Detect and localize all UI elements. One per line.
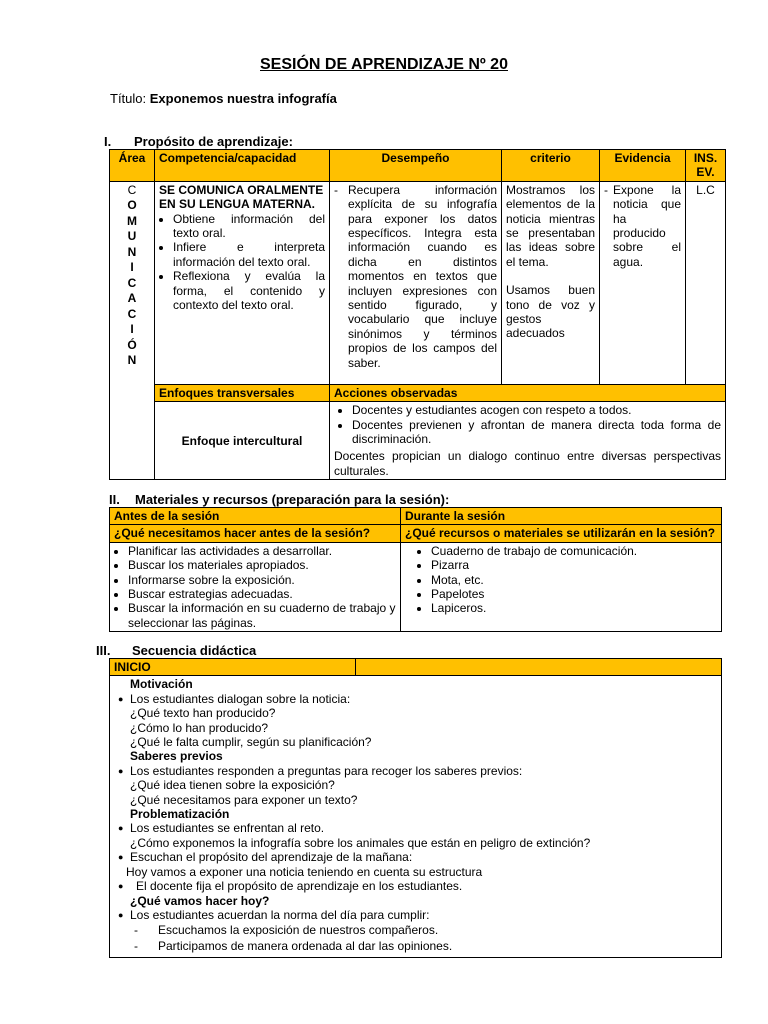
durante-item: • Lapiceros. xyxy=(431,601,717,615)
desempeno-cell: - Recupera información explícita de su infografía para exponer los datos específicos. Integra esta información cuando es dicha en distintos momentos en textos que incluyen expresiones con sentido figurado, y vocabulario que incluye sinónimos y términos propios de los campos del saber. xyxy=(330,181,502,384)
area-letter: I xyxy=(130,260,134,275)
antes-item: • Planificar las actividades a desarrollar. xyxy=(128,544,396,558)
section-1-number: I. xyxy=(104,134,112,149)
sequence-dash-item: - Escuchamos la exposición de nuestros compañeros. xyxy=(134,923,439,938)
capacidad-item: • Reflexiona y evalúa la forma, el contenido y contexto del texto oral. xyxy=(173,269,325,312)
sequence-table xyxy=(109,658,722,958)
acciones-header: Acciones observadas xyxy=(330,384,726,401)
materials-table xyxy=(109,507,722,632)
sequence-bullet: ● Los estudiantes responden a preguntas para recoger los saberes previos: xyxy=(114,764,717,778)
antes-question: ¿Qué necesitamos hacer antes de la sesión? xyxy=(110,525,401,542)
sequence-line: ¿Qué necesitamos para exponer un texto? xyxy=(130,792,358,807)
durante-list-cell xyxy=(401,542,722,631)
que-vamos-heading: ¿Qué vamos hacer hoy? xyxy=(130,893,270,908)
area-letter: U xyxy=(127,229,137,244)
area-letter: C xyxy=(127,306,137,321)
ins-ev-cell: L.C xyxy=(686,181,726,384)
header-evidencia: Evidencia xyxy=(600,150,686,182)
sequence-bullet: ● El docente fija el propósito de aprendizaje en los estudiantes. xyxy=(114,879,717,893)
section-1-heading xyxy=(104,134,293,149)
header-criterio: criterio xyxy=(502,150,600,182)
sequence-content xyxy=(110,676,722,958)
section-2-heading xyxy=(109,492,449,507)
area-letter: N xyxy=(127,353,137,368)
subtitle-value: Exponemos nuestra infografía xyxy=(149,91,337,106)
accion-item: • Docentes previenen y afrontan de manera directa toda forma de discriminación. xyxy=(352,418,721,447)
antes-item: • Buscar la información en su cuaderno de trabajo y seleccionar las páginas. xyxy=(128,601,396,630)
antes-item: • Informarse sobre la exposición. xyxy=(128,573,396,587)
area-letter: M xyxy=(127,213,137,228)
sequence-bullet: ● Los estudiantes dialogan sobre la noticia: xyxy=(114,692,717,706)
sequence-bullet: ● Escuchan el propósito del aprendizaje de la mañana: xyxy=(114,850,717,864)
antes-header: Antes de la sesión xyxy=(110,508,401,525)
sequence-line: ¿Cómo lo han producido? xyxy=(130,720,269,735)
durante-item: • Mota, etc. xyxy=(431,573,717,587)
section-3-heading xyxy=(96,643,256,658)
competencia-title: SE COMUNICA ORALMENTE EN SU LENGUA MATERNA. xyxy=(159,182,324,212)
criterio-text-2: Usamos buen tono de voz y gestos adecuados xyxy=(506,283,595,341)
purpose-table xyxy=(109,149,726,480)
sequence-dash-item: - Participamos de manera ordenada al dar las opiniones. xyxy=(134,938,453,953)
section-2-title: Materiales y recursos (preparación para la sesión): xyxy=(135,492,450,507)
session-subtitle xyxy=(110,91,337,106)
area-letter: O xyxy=(127,198,137,213)
area-cell xyxy=(110,181,155,479)
evidencia-text: Expone la noticia que ha producido sobre el agua. xyxy=(613,182,681,269)
sequence-bullet: ● Los estudiantes se enfrentan al reto. xyxy=(114,821,717,835)
area-letter: N xyxy=(127,244,137,259)
durante-question: ¿Qué recursos o materiales se utilizarán en la sesión? xyxy=(401,525,722,542)
enfoque-cell: Enfoque intercultural xyxy=(155,402,330,480)
section-1-title: Propósito de aprendizaje: xyxy=(134,134,293,149)
sequence-line: ¿Qué le falta cumplir, según su planificación? xyxy=(130,735,372,750)
desempeno-text: Recupera información explícita de su infografía para exponer los datos específicos. Integra esta información cuando es dicha en distintos momentos en textos que incluyen expresiones con sentido figurado, y vocabulario que incluye sinónimos y términos propios de los campos del saber. xyxy=(348,182,497,370)
criterio-text-1: Mostramos los elementos de la noticia mientras se presentaban las ideas sobre el tema. xyxy=(506,182,595,269)
antes-item: • Buscar los materiales apropiados. xyxy=(128,558,396,572)
saberes-heading: Saberes previos xyxy=(130,749,223,764)
page-title: SESIÓN DE APRENDIZAJE Nº 20 xyxy=(260,56,508,73)
inicio-header: INICIO xyxy=(110,659,356,676)
durante-header: Durante la sesión xyxy=(401,508,722,525)
acciones-cell xyxy=(330,402,726,480)
capacidad-item: • Obtiene información del texto oral. xyxy=(173,212,325,241)
area-letter: I xyxy=(130,322,134,337)
capacidad-item: • Infiere e interpreta información del texto oral. xyxy=(173,240,325,269)
area-letter: A xyxy=(127,291,137,306)
acciones-extra: Docentes propician un dialogo continuo entre diversas perspectivas culturales. xyxy=(334,449,721,478)
header-competencia: Competencia/capacidad xyxy=(155,150,330,182)
inicio-header-blank xyxy=(356,659,722,676)
header-area: Área xyxy=(110,150,155,182)
enfoques-header: Enfoques transversales xyxy=(155,384,330,401)
motivacion-heading: Motivación xyxy=(130,677,193,692)
header-ins-ev: INS. EV. xyxy=(686,150,726,182)
sequence-bullet: ● Los estudiantes acuerdan la norma del día para cumplir: xyxy=(114,908,717,922)
section-3-number: III. xyxy=(96,643,111,658)
area-letter: C xyxy=(127,182,137,197)
durante-item: • Papelotes xyxy=(431,587,717,601)
sequence-line: ¿Qué idea tienen sobre la exposición? xyxy=(130,778,335,793)
sequence-line: ¿Qué texto han producido? xyxy=(130,706,276,721)
subtitle-label: Título: xyxy=(110,91,147,106)
section-3-title: Secuencia didáctica xyxy=(132,643,257,658)
durante-item: • Pizarra xyxy=(431,558,717,572)
antes-item: • Buscar estrategias adecuadas. xyxy=(128,587,396,601)
header-desempeno: Desempeño xyxy=(330,150,502,182)
durante-item: • Cuaderno de trabajo de comunicación. xyxy=(431,544,717,558)
sequence-line: ¿Cómo exponemos la infografía sobre los animales que están en peligro de extinción? xyxy=(130,835,591,850)
accion-item: • Docentes y estudiantes acogen con respeto a todos. xyxy=(352,403,721,417)
competencia-cell xyxy=(155,181,330,384)
area-letter: Ó xyxy=(127,337,137,352)
area-letter: C xyxy=(127,275,137,290)
problematizacion-heading: Problematización xyxy=(130,807,230,822)
antes-list-cell xyxy=(110,542,401,631)
evidencia-cell: - Expone la noticia que ha producido sobre el agua. xyxy=(600,181,686,384)
section-2-number: II. xyxy=(109,492,120,507)
criterio-cell xyxy=(502,181,600,384)
sequence-line: Hoy vamos a exponer una noticia teniendo en cuenta su estructura xyxy=(126,864,483,879)
